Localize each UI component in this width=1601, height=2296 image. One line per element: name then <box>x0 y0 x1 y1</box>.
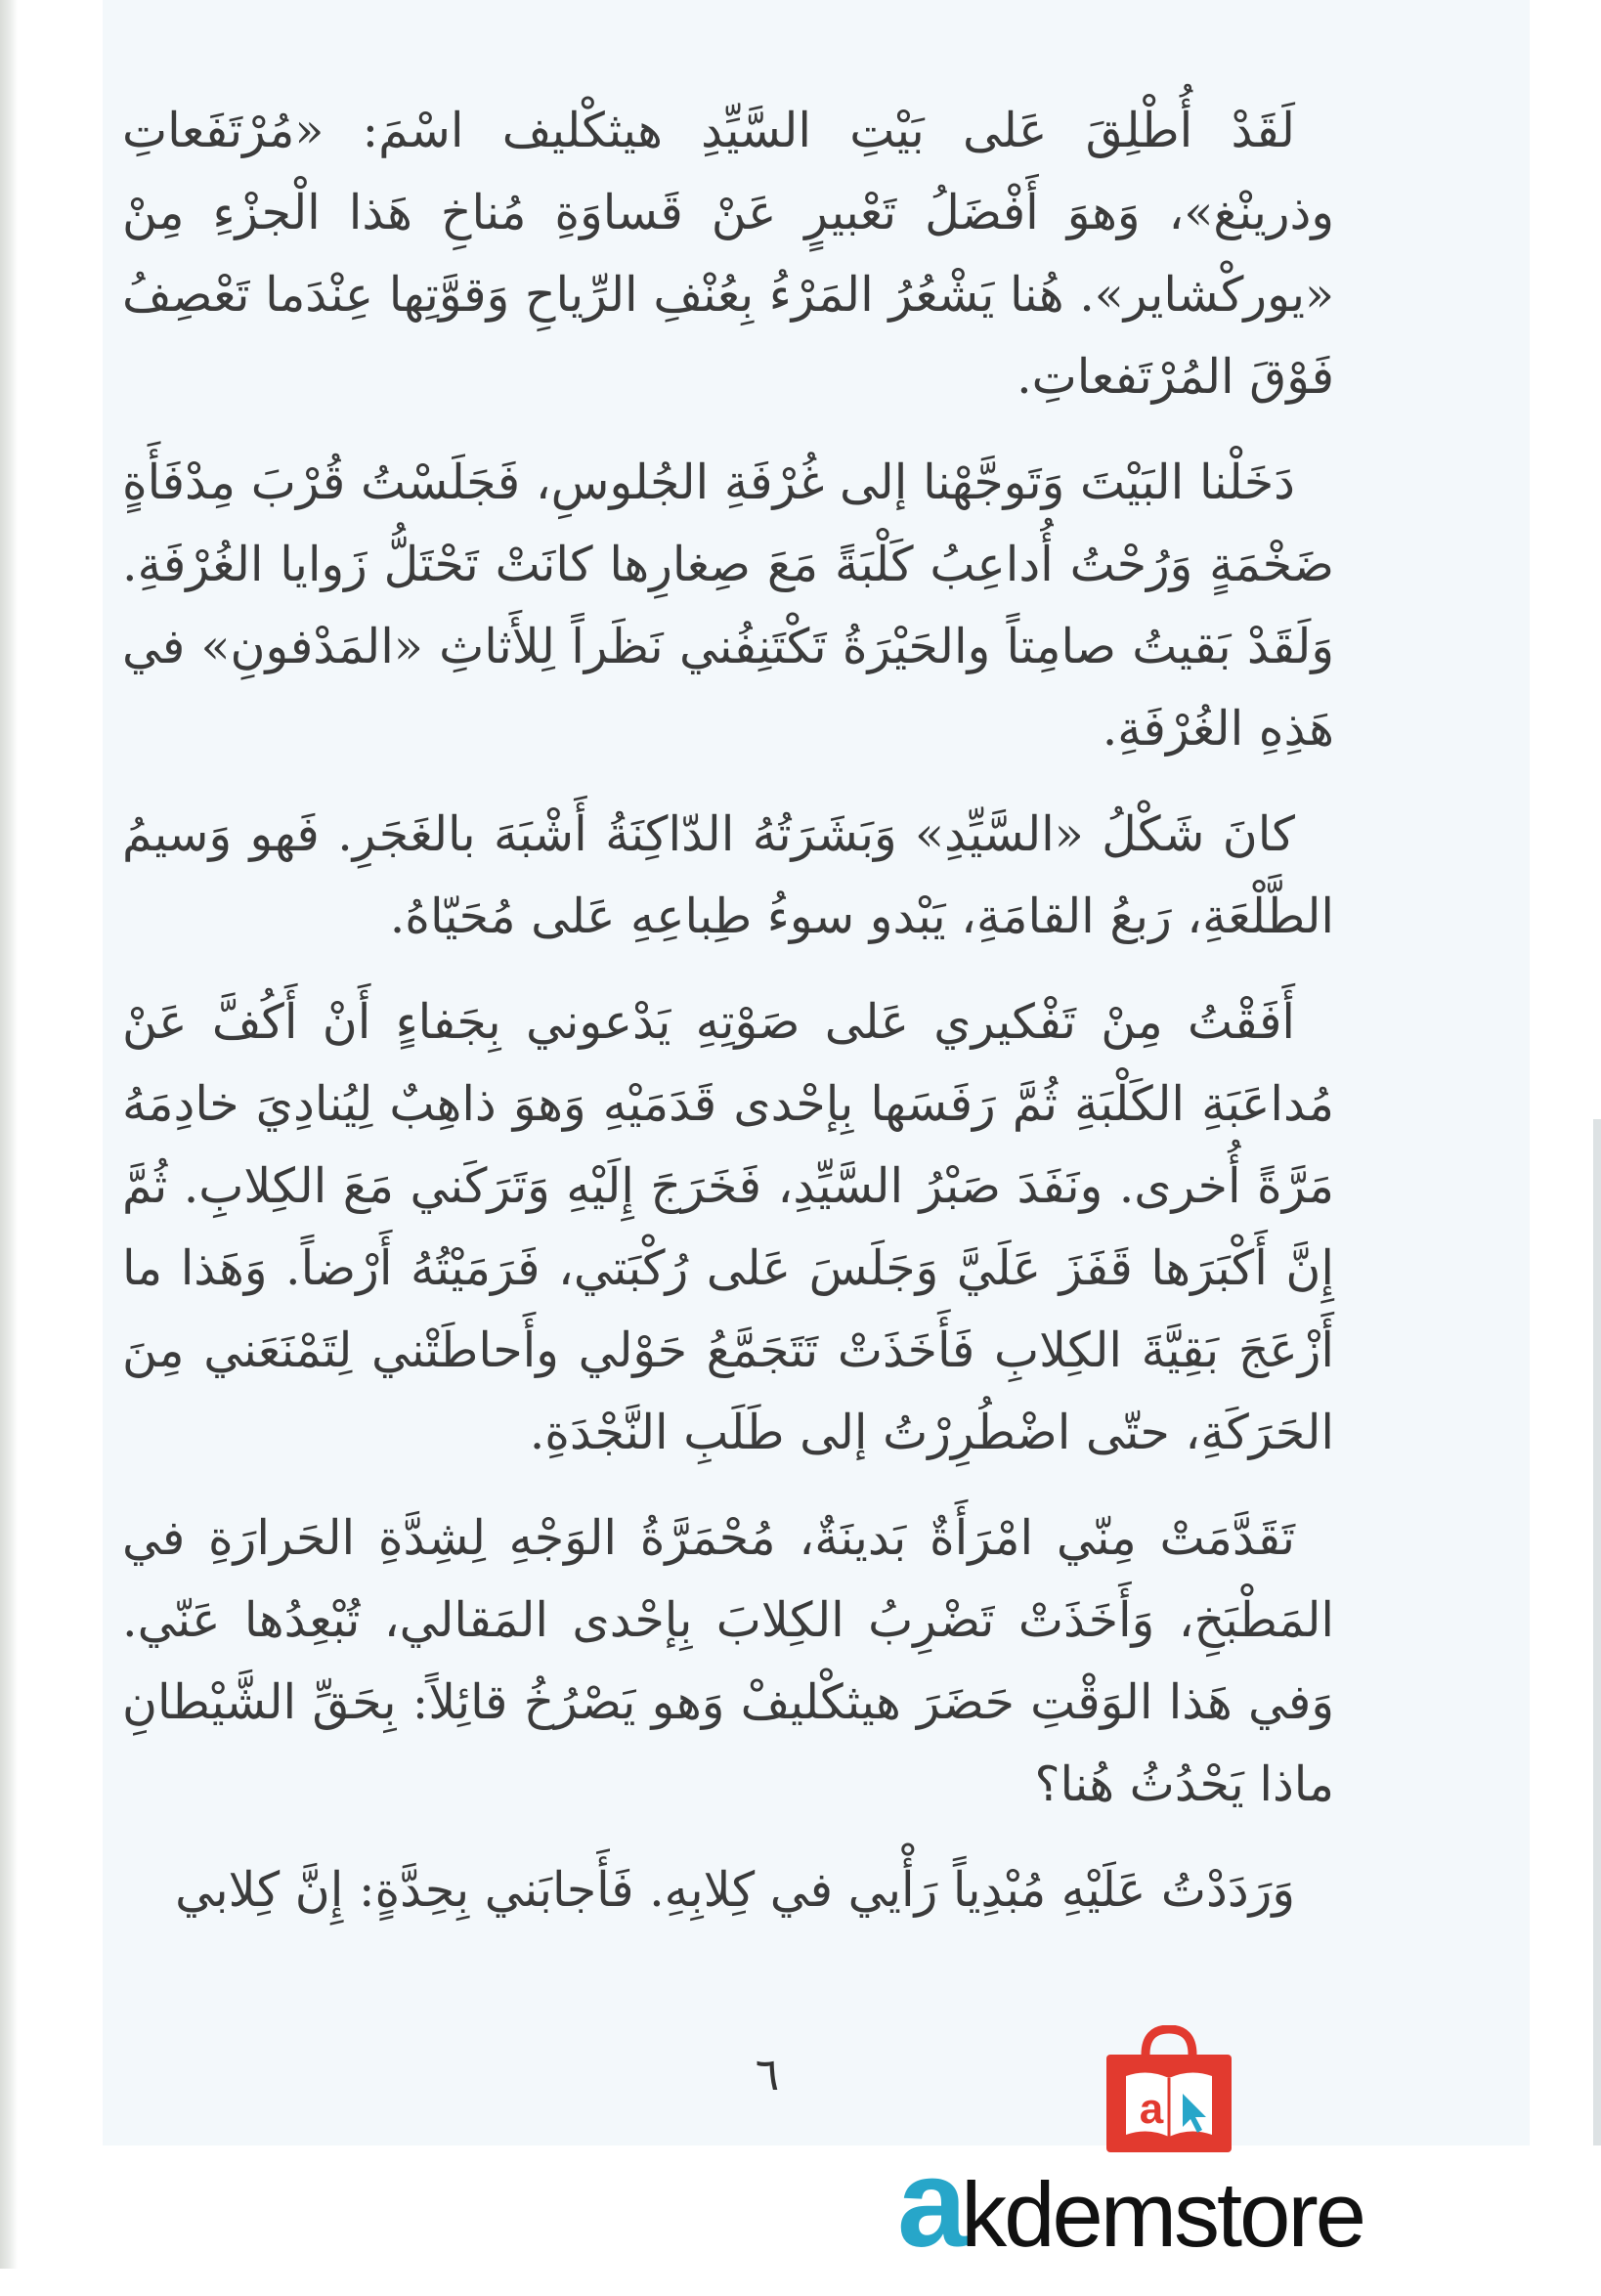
scan-edge-left <box>0 0 18 2269</box>
page-number: ٦ <box>755 2048 780 2101</box>
wordmark-rest: kdemstore <box>961 2163 1364 2266</box>
paragraph-3: كانَ شَكْلُ «السَّيِّدِ» وَبَشَرَتُهُ الدّاكِنَةُ أَشْبَهَ بالغَجَرِ. فَهو وَسيمُ الطَّلْعَةِ، رَبعُ القامَةِ، يَبْدو سوءُ طِباعِهِ عَلى مُحَيّاهُ. <box>122 806 1334 944</box>
scan-edge-right <box>1593 1119 1601 2145</box>
logo-icon-letter: a <box>1139 2085 1164 2133</box>
paragraph-2: دَخَلْنا البَيْتَ وَتَوجَّهْنا إلى غُرْفَةِ الجُلوسِ، فَجَلَسْتُ قُرْبَ مِدْفَأَةٍ ضَخْمَةٍ وَرُحْتُ أُداعِبُ كَلْبَةً مَعَ صِغارِها كانَتْ تَحْتَلُّ زَوايا الغُرْفَةِ. وَلَقَدْ بَقيتُ صامِتاً والحَيْرَةُ تَكْتَنِفُني نَظَراً لِلأَثاثِ «المَدْفونِ» في هَذِهِ الغُرْفَةِ. <box>122 455 1334 757</box>
shopping-bag-book-icon <box>1097 2025 1241 2158</box>
brand-wordmark <box>897 2134 1425 2274</box>
paragraph-1: لَقَدْ أُطْلِقَ عَلى بَيْتِ السَّيِّدِ هيثكْليف اسْمَ: «مُرْتَفَعاتِ وذرينْغ»، وَهوَ أَفْضَلُ تَعْبيرٍ عَنْ قَساوَةِ مُناخِ هَذا الْجزْءِ مِنْ «يوركْشاير». هُنا يَشْعُرُ المَرْءُ بِعُنْفِ الرِّياحِ وَقوَّتِها عِنْدَما تَعْصِفُ فَوْقَ المُرْتَفعاتِ. <box>122 103 1334 405</box>
paragraph-4: أَفَقْتُ مِنْ تَفْكيري عَلى صَوْتِهِ يَدْعوني بِجَفاءٍ أَنْ أَكُفَّ عَنْ مُداعَبَةِ الكَلْبَةِ ثُمَّ رَفَسَها بِإحْدى قَدَمَيْهِ وَهوَ ذاهِبٌ لِيُنادِيَ خادِمَهُ مَرَّةً أُخرى. ونَفَدَ صَبْرُ السَّيِّدِ، فَخَرَجَ إِلَيْهِ وَتَرَكَني مَعَ الكِلابِ. ثُمَّ إِنَّ أَكْبَرَها قَفَزَ عَلَيَّ وَجَلَسَ عَلى رُكْبَتي، فَرَمَيْتُهُ أَرْضاً. وَهَذا ما أَزْعَجَ بَقِيَّةَ الكِلابِ فَأَخَذَتْ تَتَجَمَّعُ حَوْلي وأَحاطَتْني لِتَمْنَعَني مِنَ الحَرَكَةِ، حتّى اضْطُرِرْتُ إلى طَلَبِ النَّجْدَةِ. <box>122 994 1335 1460</box>
paragraph-6: وَرَدَدْتُ عَلَيْهِ مُبْدِياً رَأْيي في كِلابِهِ. فَأَجابَني بِحِدَّةٍ: إِنَّ كِلابي <box>175 1862 1295 1918</box>
paragraph-5: تَقَدَّمَتْ مِنّي امْرَأَةٌ بَدينَةٌ، مُحْمَرَّةُ الوَجْهِ لِشِدَّةِ الحَرارَةِ في المَطْبَخِ، وَأَخَذَتْ تَضْرِبُ الكِلابَ بِإحْدى المَقالي، تُبْعِدُها عَنّي. وَفي هَذا الوَقْتِ حَضَرَ هيثكْليفْ وَهو يَصْرُخُ قائِلاً: بِحَقِّ الشَّيْطانِ ماذا يَحْدُثُ هُنا؟ <box>122 1510 1334 1812</box>
page-text <box>122 90 1334 1955</box>
wordmark-a: a <box>897 2134 962 2274</box>
